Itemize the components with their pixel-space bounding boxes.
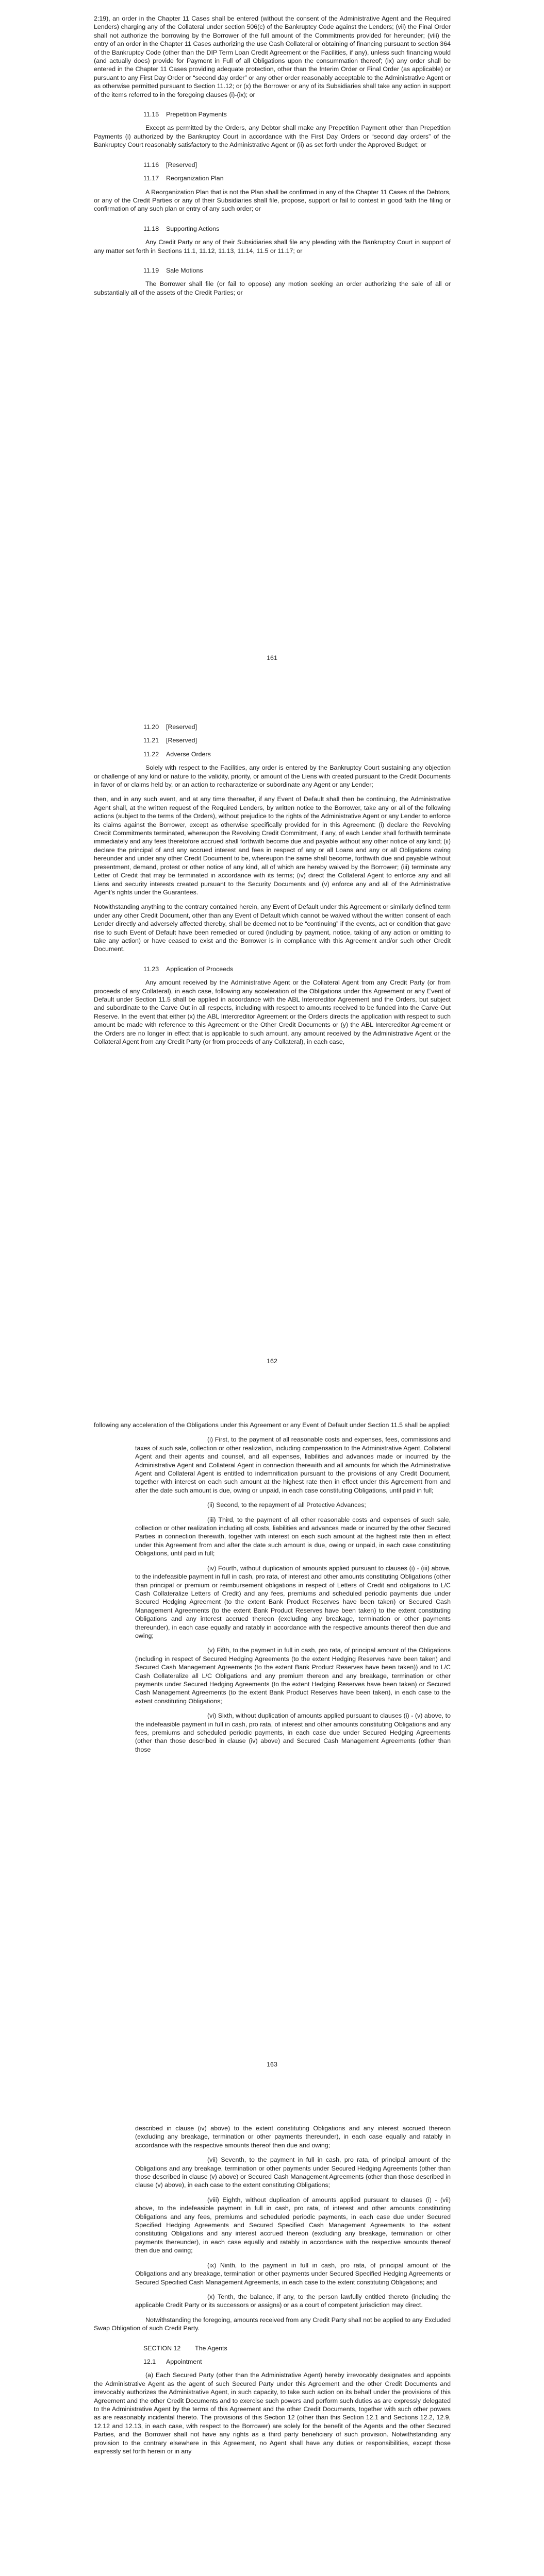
document-page (0, 2110, 544, 2576)
section-title: [Reserved] (166, 161, 197, 168)
page-number: 163 (267, 2061, 277, 2068)
section-heading (94, 110, 451, 118)
page-text-column (94, 718, 451, 1052)
paragraph: A Reorganization Plan that is not the Plan shall be confirmed in any of the Chapter 11 Cases of the Debtors, or any of the Credit Parties or any of their Subsidiaries shall file, propose, support or fail to contest in good faith the filing or confirmation of any such plan or entry of any such order; or (94, 188, 451, 213)
paragraph: (vii) Seventh, to the payment in full in cash, pro rata, of principal amount of the Obligations and any breakage, termination or other payments under Secured Hedging Agreements (other than those described in clause (v) above) or Secured Cash Management Agreements (other than those described in clause (v) above), in each case to the extent constituting Obligations; (135, 2156, 451, 2189)
section-number: SECTION 12 (143, 2344, 181, 2352)
document-page (0, 1406, 544, 2110)
section-title: Adverse Orders (166, 750, 211, 758)
section-title: Supporting Actions (166, 225, 220, 232)
section-number: 11.21 (143, 737, 159, 744)
section-heading (94, 266, 451, 275)
page-text-column (94, 1421, 451, 1760)
section-heading (94, 174, 451, 182)
page-text-column (94, 14, 451, 303)
section-number: 11.23 (143, 965, 159, 973)
paragraph: (ii) Second, to the repayment of all Protective Advances; (207, 1501, 366, 1509)
paragraph: The Borrower shall file (or fail to oppose) any motion seeking an order authorizing the sale of all or substantially all of the assets of the Credit Parties; or (94, 280, 451, 296)
section-number: 11.22 (143, 750, 159, 758)
section-heading (94, 965, 451, 973)
section-title: Reorganization Plan (166, 175, 224, 182)
paragraph: (a) Each Secured Party (other than the Administrative Agent) hereby irrevocably designates and appoints the Administrative Agent as the agent of such Secured Party under this Agreement and the other Credit Documents and irrevocably authorizes the Administrative Agent, in such capacity, to take such action on its behalf under the provisions of this Agreement and the other Credit Documents and to exercise such powers and perform such duties as are expressly delegated to the Administrative Agent by the terms of this Agreement and the other Credit Documents, together with such other powers as are reasonably incidental thereto. The provisions of this Section 12 (other than this Section 12.1 and Sections 12.2, 12.9, 12.12 and 12.13, in each case, with respect to the Borrower) are solely for the benefit of the Agents and the other Secured Parties, and the Borrower shall not have any rights as a third party beneficiary of such provision. Notwithstanding any provision to the contrary elsewhere in this Agreement, no Agent shall have any duties or responsibilities, except those expressly set forth herein or in any (94, 2371, 451, 2455)
paragraph: Any amount received by the Administrative Agent or the Collateral Agent from any Credit Party (or from proceeds of any Collateral), in each case, following any acceleration of the Obligations under this Agreement or any Event of Default under Section 11.5 shall be applied in accordance with the ABL Intercreditor Agreement and the Orders, but subject and subordinate to the Carve Out in all respects, including with respect to amounts received to be funded into the Carve Out Reserve. In the event that either (x) the ABL Intercreditor Agreement or the Orders directs the application with respect to such amount be made with reference to this Agreement or the Other Credit Documents or (y) the ABL Intercreditor Agreement or the Orders are no longer in effect that is applicable to such amount, any amount received by the Administrative Agent or the Collateral Agent from any Credit Party (or from proceeds of any Collateral), in each case, (94, 979, 451, 1045)
section-number: 12.1 (143, 2358, 156, 2365)
section-title: The Agents (195, 2344, 227, 2352)
section-number: 11.19 (143, 266, 159, 274)
section-title: Sale Motions (166, 266, 203, 274)
paragraph: (vi) Sixth, without duplication of amounts applied pursuant to clauses (i) - (v) above, to the indefeasible payment in full in cash, pro rata, of interest and other amounts constituting Obligations and any fees, premiums and scheduled periodic payments, in each case due under Secured Hedging Agreements (other than those described in clause (iv) above) and Secured Cash Management Agreements (other than those (135, 1712, 451, 1753)
section-heading (94, 161, 451, 169)
paragraph: (x) Tenth, the balance, if any, to the person lawfully entitled thereto (including the applicable Credit Party or its successors or assigns) or as a court of competent jurisdiction may direct. (135, 2293, 451, 2309)
section-number: 11.20 (143, 723, 159, 731)
section-number: 11.18 (143, 225, 159, 232)
paragraph: (i) First, to the payment of all reasonable costs and expenses, fees, commissions and taxes of such sale, collection or other realization, including compensation to the Administrative Agent, Collateral Agent and their agents and counsel, and all expenses, liabilities and advances made or incurred by the Administrative Agent and Collateral Agent in connection therewith and all amounts for which the Administrative Agent and Collateral Agent is entitled to indemnification pursuant to the provisions of any Credit Document, together with interest on each such amount at the highest rate then in effect under this Agreement from and after the date such amount is due, owing or unpaid, in each case constituting Obligations, until paid in full; (135, 1436, 451, 1494)
paragraph: (iii) Third, to the payment of all other reasonable costs and expenses of such sale, collection or other realization including all costs, liabilities and advances made or incurred by the other Secured Parties in connection therewith, together with interest on each such amount at the highest rate then in effect under this Agreement from and after the date such amount is due, owing or unpaid, in each case constituting Obligations, until paid in full; (135, 1516, 451, 1557)
section-heading (94, 723, 451, 731)
section-title: Appointment (166, 2358, 202, 2365)
section-title: [Reserved] (166, 737, 197, 744)
section-title: Application of Proceeds (166, 965, 234, 973)
document-page (0, 0, 544, 703)
section-title: [Reserved] (166, 723, 197, 731)
page-text-column (94, 2124, 451, 2462)
paragraph: Notwithstanding the foregoing, amounts received from any Credit Party shall not be applied to any Excluded Swap Obligation of such Credit Party. (94, 2316, 451, 2332)
paragraph: (viii) Eighth, without duplication of amounts applied pursuant to clauses (i) - (vii) above, to the indefeasible payment in full in cash, pro rata, of interest and other amounts constituting Obligations and any fees, premiums and scheduled periodic payments, in each case due under Secured Specified Hedging Agreements and Secured Specified Cash Management Agreements to the extent constituting Obligations and any interest accrued thereon (excluding any breakage, termination or other payments thereunder), in each case equally and ratably in accordance with the respective amounts thereof then due and owing; (135, 2196, 451, 2255)
section-heading (94, 2358, 451, 2366)
paragraph: then, and in any such event, and at any time thereafter, if any Event of Default shall then be continuing, the Administrative Agent shall, at the written request of the Required Lenders, by written notice to the Borrower, take any or all of the following actions (subject to the terms of the Orders), without prejudice to the rights of the Administrative Agent or any Lender to enforce its claims against the Borrower, except as otherwise specifically provided for in this Agreement: (i) declare the Revolving Credit Commitments terminated, whereupon the Revolving Credit Commitment, if any, of each Lender shall forthwith terminate immediately and any fees theretofore accrued shall forthwith become due and payable without any other notice of any kind; (ii) declare the principal of and any accrued interest and fees in respect of any or all Loans and any or all Obligations owing hereunder and under any other Credit Document to be, whereupon the same shall become, forthwith due and payable without presentment, demand, protest or other notice of any kind, all of which are hereby waived by the Borrower; (iii) terminate any Letter of Credit that may be terminated in accordance with its terms; (iv) direct the Collateral Agent to enforce any and all Liens and security interests created pursuant to the Security Documents and (v) enforce any and all of the Administrative Agent’s rights under the Guarantees. (94, 795, 451, 896)
section-heading (94, 750, 451, 758)
page-number: 161 (267, 654, 277, 662)
section-number: 11.17 (143, 175, 159, 182)
section-heading (94, 736, 451, 744)
paragraph: following any acceleration of the Obligations under this Agreement or any Event of Default under Section 11.5 shall be applied: (94, 1421, 451, 1429)
paragraph: described in clause (iv) above) to the extent constituting Obligations and any interest accrued thereon (excluding any breakage, termination or other payments thereunder), in each case equally and ratably in accordance with the respective amounts thereof then due and owing; (135, 2125, 451, 2149)
paragraph: (iv) Fourth, without duplication of amounts applied pursuant to clauses (i) - (iii) above, to the indefeasible payment in full in cash, pro rata, of interest and other amounts constituting Obligations (other than principal or premium or reimbursement obligations in respect of Letters of Credit and obligations to L/C Cash Collateralize Letters of Credit) and any fees, premiums and scheduled periodic payments due under Secured Hedging Agreement (to the extent Bank Product Reserves have been taken) or Secured Cash Management Agreements (to the extent Bank Product Reserves have been taken) to the extent constituting Obligations and any interest accrued thereon (excluding any breakage, termination or other payments thereunder), in each case equally and ratably in accordance with the respective amounts thereof then due and owing; (135, 1564, 451, 1639)
paragraph: (v) Fifth, to the payment in full in cash, pro rata, of principal amount of the Obligations (including in respect of Secured Hedging Agreements (to the extent Hedging Reserves have been taken) and Secured Cash Management Agreements (to the extent Bank Product Reserves have been taken)) and to L/C Cash Collateralize all L/C Obligations and any premium thereon and any breakage, termination or other payments under Secured Hedging Agreements (to the extent Hedging Reserves have been taken) or Secured Cash Management Agreements (to the extent Bank Product Reserves have been taken), in each case to the extent constituting Obligations; (135, 1647, 451, 1705)
section-number: 11.15 (143, 111, 159, 118)
section-heading (94, 225, 451, 233)
paragraph: (ix) Ninth, to the payment in full in cash, pro rata, of principal amount of the Obligations and any breakage, termination or other payments under Secured Specified Hedging Agreements or Secured Specified Cash Management Agreements, in each case to the extent constituting Obligations; and (135, 2261, 451, 2286)
section-number: 11.16 (143, 161, 159, 168)
section-heading (94, 2344, 451, 2352)
paragraph: Except as permitted by the Orders, any Debtor shall make any Prepetition Payment other than Prepetition Payments (i) authorized by the Bankruptcy Court in accordance with the First Day Orders or “second day orders” of the Bankruptcy Court reasonably satisfactory to the Administrative Agent or (ii) as set forth under the Approved Budget; or (94, 124, 451, 149)
document-page (0, 703, 544, 1406)
page-number: 162 (267, 1358, 277, 1365)
paragraph: 2:19), an order in the Chapter 11 Cases shall be entered (without the consent of the Administrative Agent and the Required Lenders) charging any of the Collateral under section 506(c) of the Bankruptcy Code against the Lenders; (vii) the Final Order shall not authorize the borrowing by the Borrower of the full amount of the Commitments provided for hereunder; (viii) the entry of an order in the Chapter 11 Cases authorizing the use Cash Collateral or obtaining of financing pursuant to section 364 of the Bankruptcy Code (other than the DIP Term Loan Credit Agreement or the Facilities, if any), unless such financing would (and actually does) provide for Payment in Full of all Obligations upon the consummation thereof; (ix) any order shall be entered in the Chapter 11 Cases providing adequate protection, other than the Interim Order or Final Order (as applicable) or pursuant to any First Day Order or “second day order” or any other order reasonably acceptable to the Administrative Agent or as otherwise permitted pursuant to Section 11.12; or (x) the Borrower or any of its Subsidiaries shall take any action in support of the items referred to in the foregoing clauses (i)-(ix); or (94, 15, 451, 98)
section-title: Prepetition Payments (166, 111, 227, 118)
paragraph: Notwithstanding anything to the contrary contained herein, any Event of Default under this Agreement or similarly defined term under any other Credit Document, other than any Event of Default which cannot be waived without the written consent of each Lender directly and adversely affected thereby, shall be deemed not to be “continuing” if the events, act or condition that gave rise to such Event of Default have been remedied or cured (including by payment, notice, taking of any action or omitting to take any action) or have ceased to exist and the Borrower is in compliance with this Agreement and/or such other Credit Document. (94, 903, 451, 953)
paragraph: Any Credit Party or any of their Subsidiaries shall file any pleading with the Bankruptcy Court in support of any matter set forth in Sections 11.1, 11.12, 11.13, 11.14, 11.5 or 11.17; or (94, 239, 451, 255)
paragraph: Solely with respect to the Facilities, any order is entered by the Bankruptcy Court sustaining any objection or challenge of any kind or nature to the validity, priority, or amount of the Liens with created pursuant to the Credit Documents in favor of or claims held by, or an action to recharacterize or subordinate any Agent or any Lender; (94, 764, 451, 789)
